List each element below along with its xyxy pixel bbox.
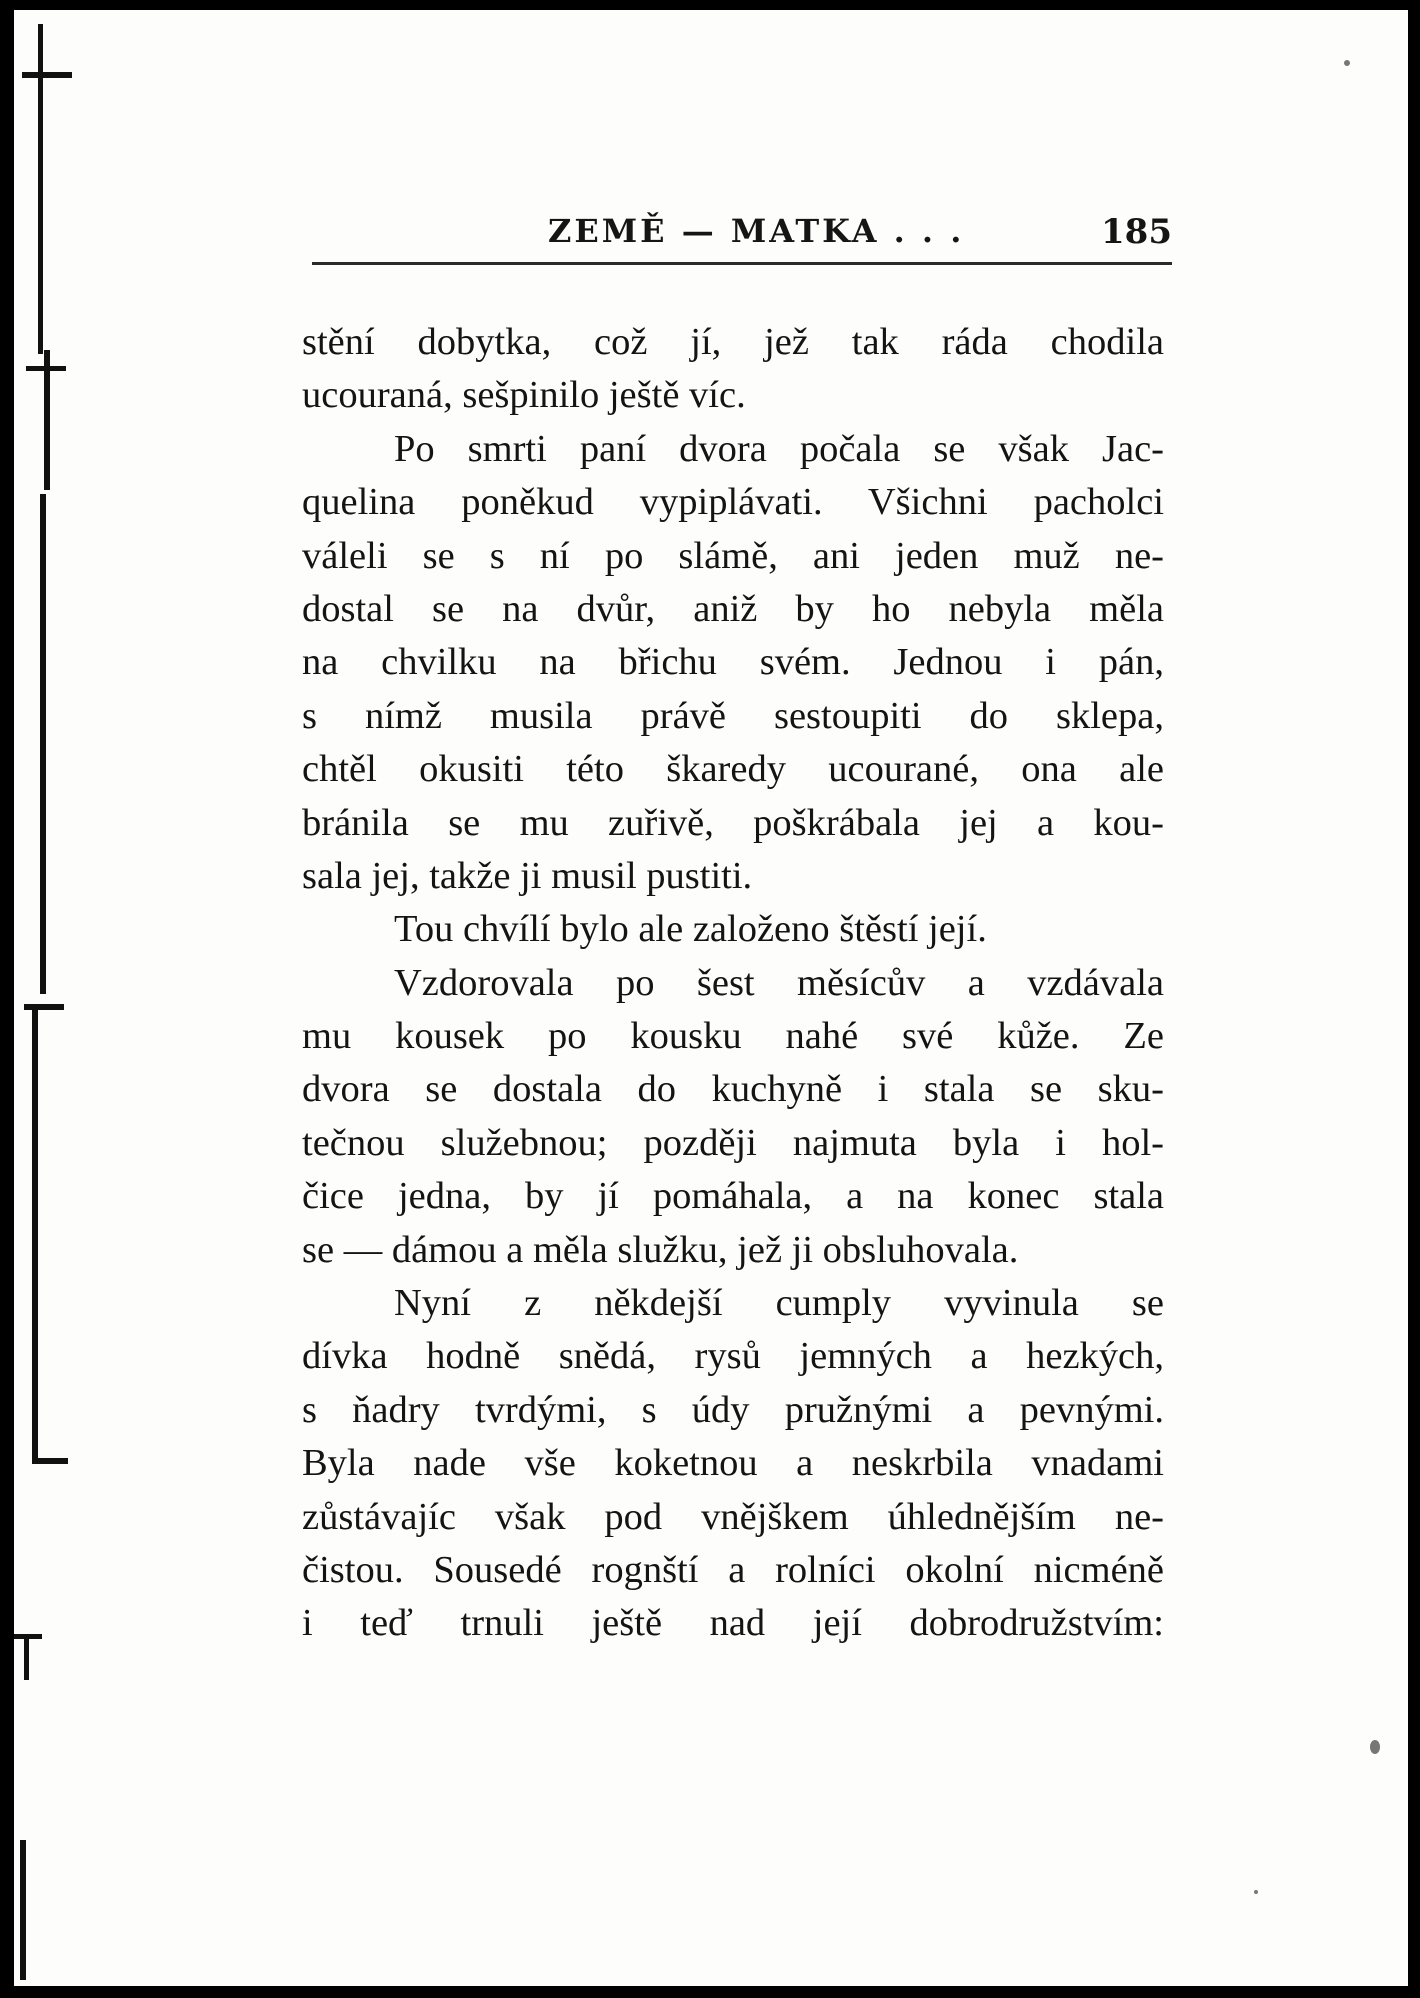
body-text xyxy=(302,316,1164,1651)
text-line: i teď trnuli ještě nad její dobrodružstvím: xyxy=(302,1602,1164,1645)
binding-mark xyxy=(22,72,72,78)
text-line: dívka hodně snědá, rysů jemných a hezkých, xyxy=(302,1335,1164,1378)
binding-mark xyxy=(32,1458,68,1464)
text-line: dostal se na dvůr, aniž by ho nebyla měla xyxy=(302,587,1164,630)
page-number: 185 xyxy=(1101,212,1172,252)
text-line: Byla nade vše koketnou a neskrbila vnadami xyxy=(302,1442,1164,1485)
text-line: na chvilku na břichu svém. Jednou i pán, xyxy=(302,641,1164,684)
text-line: ucouraná, sešpinilo ještě víc. xyxy=(302,374,746,417)
binding-mark xyxy=(40,494,46,994)
binding-mark xyxy=(32,1010,38,1460)
text-line: tečnou služebnou; později najmuta byla i hol- xyxy=(302,1121,1164,1164)
binding-mark xyxy=(24,1636,29,1680)
text-line: se — dámou a měla služku, jež ji obsluhovala. xyxy=(302,1228,1019,1271)
text-line: s ňadry tvrdými, s údy pružnými a pevnými. xyxy=(302,1388,1164,1431)
text-line: čice jedna, by jí pomáhala, a na konec stala xyxy=(302,1175,1164,1218)
text-line: stění dobytka, což jí, jež tak ráda chodila xyxy=(302,321,1164,363)
text-line: chtěl okusiti této škaredy ucourané, ona ale xyxy=(302,748,1164,791)
scan-speck xyxy=(1344,60,1350,66)
page-header xyxy=(312,212,1172,268)
binding-mark xyxy=(44,350,50,490)
binding-mark xyxy=(26,366,66,371)
text-line: quelina poněkud vypiplávati. Všichni pacholci xyxy=(302,481,1164,524)
text-line: váleli se s ní po slámě, ani jeden muž ne- xyxy=(302,534,1164,577)
text-line: Vzdorovala po šest měsícův a vzdávala xyxy=(394,961,1164,1004)
text-line: Nyní z někdejší cumply vyvinula se xyxy=(394,1282,1164,1325)
text-line: Tou chvílí bylo ale založeno štěstí její. xyxy=(394,908,987,951)
text-line: bránila se mu zuřivě, poškrábala jej a kou- xyxy=(302,801,1164,844)
binding-mark xyxy=(24,1004,64,1010)
text-line: Po smrti paní dvora počala se však Jac- xyxy=(394,427,1164,470)
text-line: mu kousek po kousku nahé své kůže. Ze xyxy=(302,1015,1164,1058)
text-line: dvora se dostala do kuchyně i stala se sku- xyxy=(302,1068,1164,1111)
text-line: čistou. Sousedé rognští a rolníci okolní nicméně xyxy=(302,1548,1164,1591)
text-line: zůstávajíc však pod vnějškem úhlednějším ne- xyxy=(302,1495,1164,1538)
binding-mark xyxy=(20,1840,26,1980)
scan-speck xyxy=(1254,1890,1258,1894)
text-line: sala jej, takže ji musil pustiti. xyxy=(302,854,753,897)
text-line: s nímž musila právě sestoupiti do sklepa, xyxy=(302,694,1164,737)
scan-speck xyxy=(1370,1740,1380,1754)
running-title: ZEMĚ — MATKA . . . xyxy=(548,212,965,250)
header-rule xyxy=(312,262,1172,265)
